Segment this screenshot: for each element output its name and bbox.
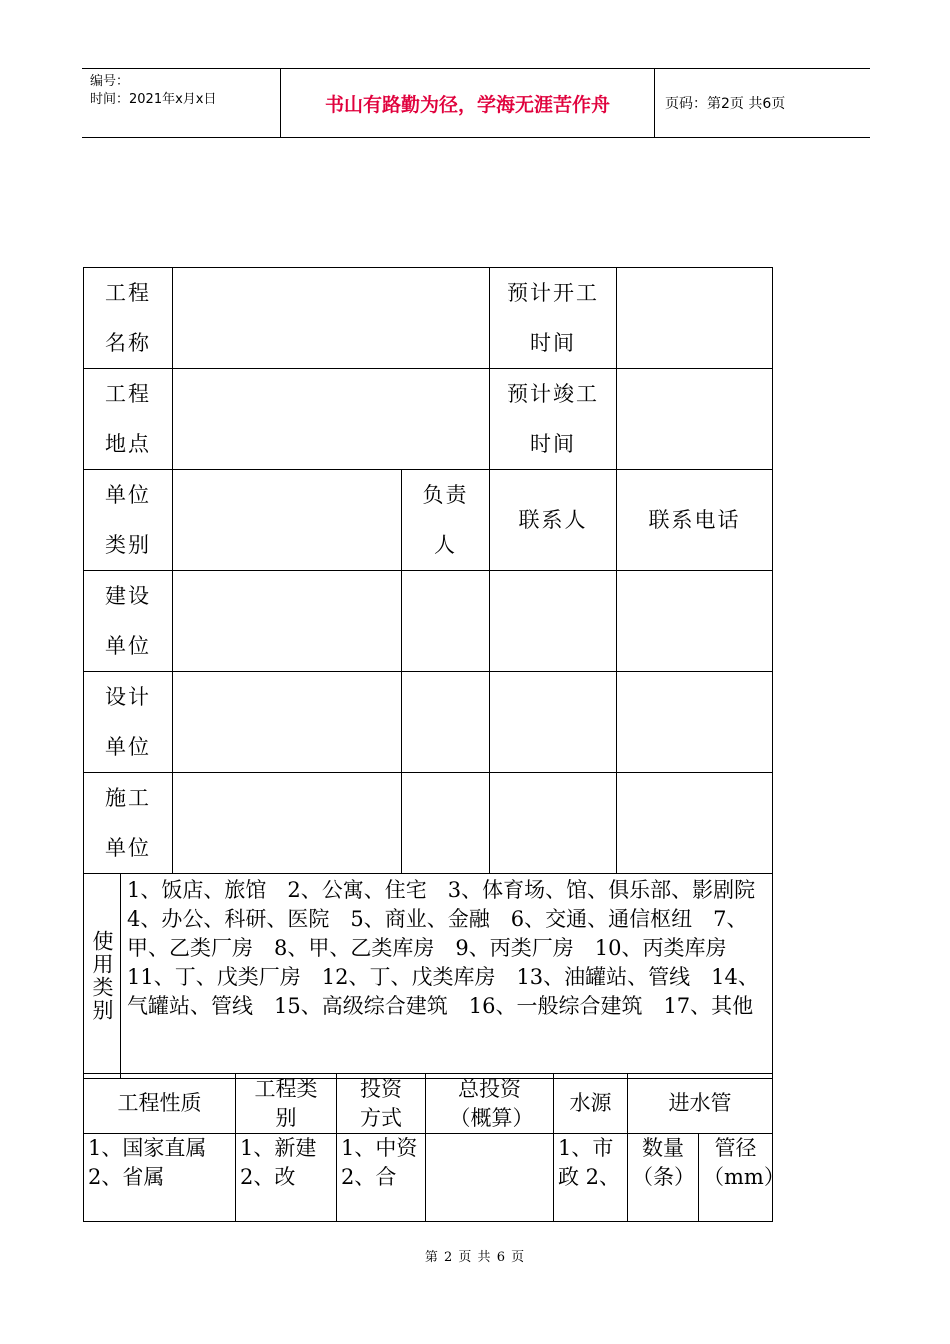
design-unit-responsible[interactable] (402, 672, 490, 773)
use-type-options: 1、饭店、旅馆 2、公寓、住宅 3、体育场、馆、俱乐部、影剧院 4、办公、科研、医院 5、商业、金融 6、交通、通信枢纽 7、甲、乙类厂房 8、甲、乙类库房 9、丙类厂房 10、丙类库房 11、丁、戊类厂房 12、丁、戊类库房 13、油罐站、管线 14、气罐站、管线 15、高级综合建筑 16、一般综合建筑 17、其他 (127, 878, 777, 1018)
project-name-field[interactable] (173, 268, 490, 369)
total-invest-field[interactable] (426, 1134, 554, 1222)
project-location-field[interactable] (173, 369, 490, 470)
pipe-count-label: 数量（条） (628, 1134, 699, 1222)
time-label: 时间：2021年x月x日 (90, 92, 217, 107)
total-invest-label: 总投资（概算） (426, 1074, 554, 1134)
header-motto: 书山有路勤为径，学海无涯苦作舟 (280, 69, 655, 137)
unit-type-field[interactable] (173, 470, 402, 571)
design-unit-phone[interactable] (617, 672, 773, 773)
number-label: 编号： (90, 74, 130, 89)
start-time-label: 预计开工时间 (490, 268, 617, 369)
construct-unit-responsible[interactable] (402, 773, 490, 874)
build-unit-phone[interactable] (617, 571, 773, 672)
build-unit-label: 建设单位 (84, 571, 173, 672)
header-page-info: 页码：第2页 共6页 (665, 96, 786, 112)
design-unit-label: 设计单位 (84, 672, 173, 773)
responsible-label: 负责人 (402, 470, 490, 571)
finish-time-field[interactable] (617, 369, 773, 470)
type-options: 1、新建 2、改 (236, 1134, 337, 1222)
construct-unit-label: 施工单位 (84, 773, 173, 874)
design-unit-field[interactable] (173, 672, 402, 773)
header-meta (82, 69, 280, 137)
contact-label: 联系人 (490, 470, 617, 571)
finish-time-label: 预计竣工时间 (490, 369, 617, 470)
construct-unit-contact[interactable] (490, 773, 617, 874)
project-name-label: 工程名称 (84, 268, 173, 369)
unit-type-label: 单位类别 (84, 470, 173, 571)
pipe-diameter-label: 管径（mm） (699, 1134, 773, 1222)
page-footer: 第 2 页 共 6 页 (424, 1250, 526, 1265)
use-type-row (84, 874, 777, 1079)
nature-label: 工程性质 (84, 1074, 236, 1134)
invest-mode-label: 投资方式 (337, 1074, 426, 1134)
construct-unit-phone[interactable] (617, 773, 773, 874)
build-unit-field[interactable] (173, 571, 402, 672)
document-header (82, 68, 870, 138)
project-location-label: 工程地点 (84, 369, 173, 470)
construct-unit-field[interactable] (173, 773, 402, 874)
water-options: 1、市政 2、 (554, 1134, 628, 1222)
build-unit-responsible[interactable] (402, 571, 490, 672)
type-label: 工程类别 (236, 1074, 337, 1134)
phone-label: 联系电话 (617, 470, 773, 571)
project-detail-table (83, 1073, 785, 1222)
design-unit-contact[interactable] (490, 672, 617, 773)
inlet-pipe-label: 进水管 (628, 1074, 773, 1134)
use-type-label: 使用类别 (84, 874, 121, 1078)
start-time-field[interactable] (617, 268, 773, 369)
invest-options: 1、中资 2、合 (337, 1134, 426, 1222)
build-unit-contact[interactable] (490, 571, 617, 672)
project-form-table (83, 267, 777, 1079)
nature-options: 1、国家直属 2、省属 (84, 1134, 236, 1222)
water-source-label: 水源 (554, 1074, 628, 1134)
